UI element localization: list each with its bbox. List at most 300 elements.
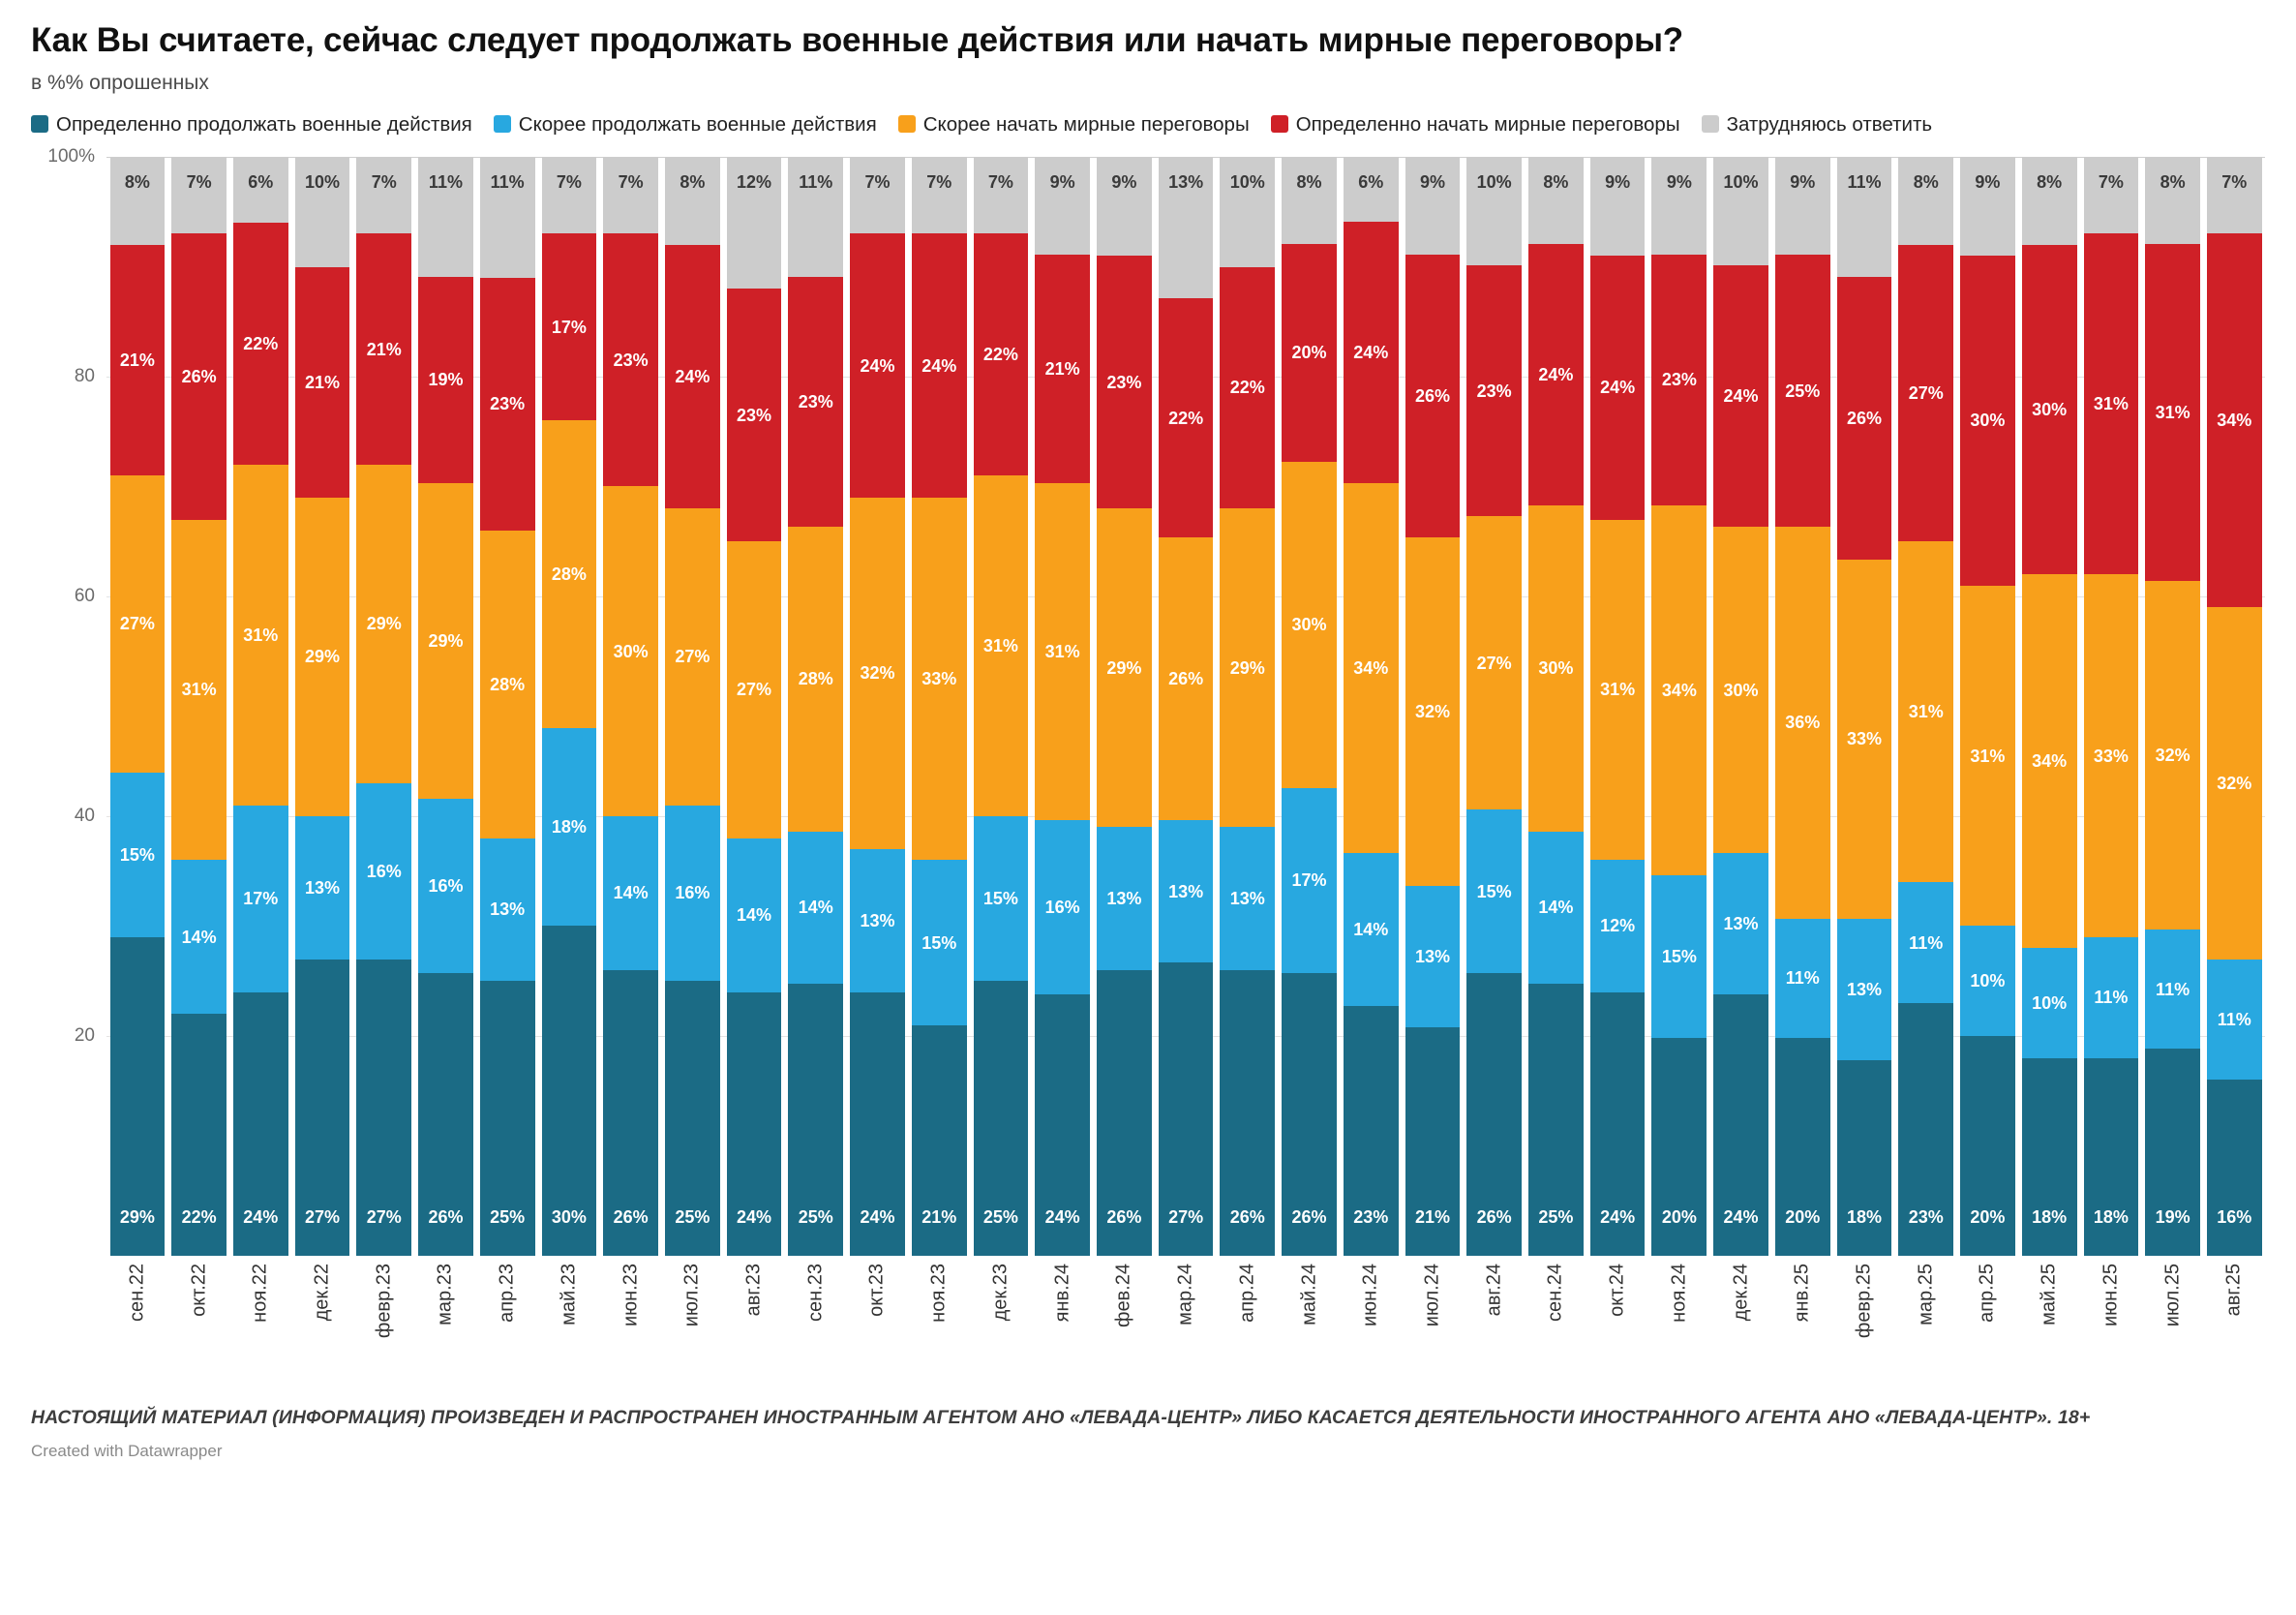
- bar-value-label: 7%: [2098, 172, 2124, 192]
- bar-segment[interactable]: [356, 465, 411, 783]
- bar-column[interactable]: [2145, 157, 2200, 1256]
- bar-segment[interactable]: [1837, 919, 1892, 1060]
- bar-segment[interactable]: [1775, 527, 1830, 919]
- bar-segment[interactable]: [1282, 157, 1337, 244]
- bar-column[interactable]: [2022, 157, 2077, 1256]
- bar-segment[interactable]: [418, 483, 473, 799]
- bar-segment[interactable]: [2022, 245, 2077, 575]
- bar-segment[interactable]: [2084, 574, 2139, 937]
- bar-segment[interactable]: [1837, 560, 1892, 919]
- bar-value-label: 18%: [2032, 1206, 2068, 1227]
- bar-segment[interactable]: [727, 289, 782, 541]
- bar-segment[interactable]: [1035, 157, 1090, 255]
- bar-segment[interactable]: [233, 992, 288, 1256]
- bar-segment[interactable]: [665, 245, 720, 508]
- bar-segment[interactable]: [850, 157, 905, 233]
- x-axis-tick-label: дек.24: [1730, 1263, 1752, 1322]
- bar-segment[interactable]: [1405, 255, 1461, 537]
- bar-segment[interactable]: [1528, 832, 1584, 984]
- bar-segment[interactable]: [2207, 607, 2262, 959]
- bar-column[interactable]: [974, 157, 1029, 1256]
- bar-segment[interactable]: [1035, 255, 1090, 483]
- x-axis-tick-label: мар.24: [1174, 1263, 1196, 1326]
- bar-value-label: 26%: [428, 1206, 464, 1227]
- bar-segment[interactable]: [1713, 994, 1768, 1256]
- bar-segment[interactable]: [665, 981, 720, 1256]
- bar-segment[interactable]: [1466, 265, 1522, 515]
- bar-segment[interactable]: [850, 233, 905, 497]
- bar-segment[interactable]: [418, 799, 473, 973]
- bar-value-label: 31%: [2155, 403, 2190, 423]
- bar-column[interactable]: [1651, 157, 1707, 1256]
- bar-value-label: 24%: [1723, 386, 1759, 407]
- bar-segment[interactable]: [295, 816, 350, 960]
- bar-value-label: 24%: [1353, 343, 1389, 363]
- bar-segment[interactable]: [1713, 527, 1768, 853]
- bar-segment[interactable]: [480, 981, 535, 1256]
- bar-column[interactable]: [480, 157, 535, 1256]
- bar-value-label: 33%: [921, 669, 957, 689]
- bar-segment[interactable]: [295, 267, 350, 498]
- bar-segment[interactable]: [1528, 505, 1584, 832]
- bar-segment[interactable]: [1590, 520, 1646, 861]
- bar-segment[interactable]: [356, 157, 411, 233]
- bar-segment[interactable]: [295, 960, 350, 1256]
- bar-segment[interactable]: [2145, 929, 2200, 1050]
- bar-segment[interactable]: [1528, 984, 1584, 1256]
- bar-segment[interactable]: [665, 806, 720, 982]
- bar-segment[interactable]: [295, 157, 350, 267]
- bar-segment[interactable]: [480, 157, 535, 278]
- bar-value-label: 13%: [1846, 979, 1882, 999]
- bar-value-label: 20%: [1970, 1206, 2006, 1227]
- bar-segment[interactable]: [788, 277, 843, 527]
- bar-column[interactable]: [542, 157, 597, 1256]
- bar-segment[interactable]: [1960, 586, 2015, 927]
- bar-segment[interactable]: [1097, 508, 1152, 827]
- bar-segment[interactable]: [1960, 1036, 2015, 1256]
- bar-segment[interactable]: [2022, 574, 2077, 948]
- bar-segment[interactable]: [1344, 853, 1399, 1005]
- bar-column[interactable]: [1837, 157, 1892, 1256]
- bar-segment[interactable]: [850, 498, 905, 849]
- bar-segment[interactable]: [356, 233, 411, 464]
- bar-value-label: 21%: [1414, 1206, 1450, 1227]
- bar-segment[interactable]: [912, 157, 967, 233]
- bar-segment[interactable]: [356, 783, 411, 960]
- bar-column[interactable]: [603, 157, 658, 1256]
- bar-segment[interactable]: [2084, 233, 2139, 574]
- bar-segment[interactable]: [110, 245, 166, 475]
- x-axis-tick: [1097, 1256, 1152, 1401]
- bar-segment[interactable]: [603, 233, 658, 486]
- bar-value-label: 7%: [2221, 172, 2248, 193]
- bar-segment[interactable]: [603, 486, 658, 816]
- bar-column[interactable]: [1960, 157, 2015, 1256]
- bar-segment[interactable]: [1282, 462, 1337, 788]
- bar-column[interactable]: [110, 157, 166, 1256]
- bar-segment[interactable]: [1651, 1038, 1707, 1256]
- bar-value-label: 13%: [1414, 946, 1450, 966]
- bar-segment[interactable]: [2145, 244, 2200, 581]
- bar-value-label: 6%: [1358, 171, 1384, 192]
- bar-segment[interactable]: [1159, 820, 1214, 961]
- bar-value-label: 11%: [2217, 1009, 2251, 1029]
- bar-segment[interactable]: [1282, 788, 1337, 973]
- bar-segment[interactable]: [542, 728, 597, 926]
- bar-value-label: 31%: [1600, 680, 1636, 700]
- bar-segment[interactable]: [1898, 541, 1953, 882]
- bar-value-label: 23%: [1353, 1206, 1389, 1227]
- bar-column[interactable]: [418, 157, 473, 1256]
- bar-value-label: 13%: [1723, 914, 1759, 934]
- legend-label: Затрудняюсь ответить: [1726, 113, 1933, 137]
- bar-segment[interactable]: [1960, 926, 2015, 1036]
- x-axis-tick: [727, 1256, 782, 1401]
- chart-legend: [31, 110, 2265, 139]
- x-axis-tick-label: июн.23: [619, 1263, 642, 1326]
- bar-segment[interactable]: [1898, 245, 1953, 541]
- x-axis-tick-label: авг.25: [2222, 1263, 2245, 1317]
- bar-column[interactable]: [233, 157, 288, 1256]
- bar-value-label: 22%: [181, 1206, 217, 1227]
- bar-segment[interactable]: [2084, 1058, 2139, 1256]
- bar-segment[interactable]: [1097, 256, 1152, 508]
- bar-value-label: 19%: [2155, 1206, 2190, 1227]
- bar-segment[interactable]: [542, 157, 597, 233]
- bar-value-label: 9%: [1049, 171, 1075, 192]
- bar-segment[interactable]: [542, 420, 597, 728]
- bar-value-label: 26%: [1168, 669, 1204, 689]
- x-axis-tick: [1837, 1256, 1892, 1401]
- bar-segment[interactable]: [480, 838, 535, 982]
- bar-segment[interactable]: [788, 832, 843, 984]
- bar-segment[interactable]: [1159, 298, 1214, 537]
- bar-segment[interactable]: [110, 475, 166, 772]
- bar-segment[interactable]: [1220, 157, 1275, 267]
- bar-column[interactable]: [1035, 157, 1090, 1256]
- x-axis-tick: [1282, 1256, 1337, 1401]
- bar-segment[interactable]: [974, 475, 1029, 816]
- bar-segment[interactable]: [603, 970, 658, 1256]
- bar-segment[interactable]: [2207, 1080, 2262, 1256]
- bar-segment[interactable]: [1713, 265, 1768, 527]
- bar-segment[interactable]: [788, 984, 843, 1256]
- x-axis-tick: [2207, 1256, 2262, 1401]
- bar-segment[interactable]: [912, 860, 967, 1024]
- bar-segment[interactable]: [1405, 886, 1461, 1027]
- bar-value-label: 24%: [1600, 1206, 1636, 1227]
- bar-segment[interactable]: [1344, 483, 1399, 853]
- bar-column[interactable]: [1590, 157, 1646, 1256]
- bar-segment[interactable]: [788, 157, 843, 277]
- bar-segment[interactable]: [2022, 1058, 2077, 1256]
- bar-segment[interactable]: [1220, 508, 1275, 827]
- bar-segment[interactable]: [2084, 937, 2139, 1058]
- bar-value-label: 27%: [1908, 383, 1944, 404]
- bar-segment[interactable]: [2145, 581, 2200, 929]
- bar-value-label: 34%: [1353, 658, 1389, 679]
- bar-column[interactable]: [1898, 157, 1953, 1256]
- bar-segment[interactable]: [171, 860, 227, 1014]
- bar-column[interactable]: [850, 157, 905, 1256]
- bar-segment[interactable]: [1159, 962, 1214, 1256]
- bar-segment[interactable]: [233, 157, 288, 223]
- bar-segment[interactable]: [1898, 882, 1953, 1003]
- bar-value-label: 9%: [1790, 171, 1816, 192]
- bar-column[interactable]: [788, 157, 843, 1256]
- bar-value-label: 29%: [366, 614, 402, 634]
- bar-segment[interactable]: [171, 520, 227, 861]
- bar-segment[interactable]: [2022, 948, 2077, 1058]
- bar-column[interactable]: [2084, 157, 2139, 1256]
- bar-segment[interactable]: [1344, 222, 1399, 483]
- bar-segment[interactable]: [1651, 157, 1707, 255]
- bar-segment[interactable]: [1466, 157, 1522, 265]
- bar-segment[interactable]: [2084, 157, 2139, 233]
- bar-segment[interactable]: [1344, 157, 1399, 222]
- x-axis-tick: [542, 1256, 597, 1401]
- bar-segment[interactable]: [1466, 516, 1522, 809]
- bar-segment[interactable]: [1097, 827, 1152, 970]
- bar-segment[interactable]: [1405, 1027, 1461, 1256]
- bar-value-label: 21%: [921, 1206, 957, 1227]
- bar-value-label: 17%: [243, 889, 279, 909]
- bar-column[interactable]: [295, 157, 350, 1256]
- bar-value-label: 20%: [1785, 1206, 1821, 1227]
- bar-value-label: 16%: [366, 861, 402, 881]
- bar-column[interactable]: [1220, 157, 1275, 1256]
- bar-value-label: 23%: [1661, 370, 1697, 390]
- bar-column[interactable]: [912, 157, 967, 1256]
- x-axis-tick-label: янв.24: [1051, 1263, 1073, 1323]
- x-axis-tick: [665, 1256, 720, 1401]
- bar-segment[interactable]: [727, 992, 782, 1256]
- bar-segment[interactable]: [110, 773, 166, 937]
- bar-segment[interactable]: [110, 157, 166, 245]
- bar-value-label: 13%: [490, 899, 526, 920]
- bar-segment[interactable]: [1651, 875, 1707, 1039]
- bar-segment[interactable]: [1220, 827, 1275, 970]
- bar-column[interactable]: [1775, 157, 1830, 1256]
- legend-label: Скорее начать мирные переговоры: [922, 113, 1250, 137]
- legend-swatch-icon: [898, 115, 916, 133]
- bar-segment[interactable]: [480, 531, 535, 838]
- bar-value-label: 24%: [1600, 378, 1636, 398]
- legend-item[interactable]: [31, 113, 472, 136]
- bar-column[interactable]: [1282, 157, 1337, 1256]
- bar-segment[interactable]: [727, 838, 782, 992]
- bar-value-label: 30%: [1723, 680, 1759, 700]
- bar-segment[interactable]: [356, 960, 411, 1256]
- bar-value-label: 15%: [982, 889, 1018, 909]
- bar-segment[interactable]: [1837, 157, 1892, 277]
- bar-segment[interactable]: [1035, 820, 1090, 994]
- bar-column[interactable]: [665, 157, 720, 1256]
- bar-segment[interactable]: [850, 992, 905, 1256]
- bar-segment[interactable]: [171, 1014, 227, 1256]
- bar-segment[interactable]: [418, 277, 473, 484]
- bar-segment[interactable]: [603, 157, 658, 233]
- legend-item[interactable]: [1702, 113, 1932, 136]
- x-axis-tick: [1590, 1256, 1646, 1401]
- bar-segment[interactable]: [233, 465, 288, 806]
- bar-segment[interactable]: [665, 508, 720, 805]
- bar-segment[interactable]: [2145, 1049, 2200, 1256]
- bar-segment[interactable]: [1344, 1006, 1399, 1256]
- bar-segment[interactable]: [1528, 244, 1584, 505]
- bar-value-label: 27%: [305, 1206, 341, 1227]
- bar-value-label: 11%: [1909, 932, 1944, 953]
- bar-value-label: 8%: [2037, 171, 2063, 192]
- bar-value-label: 13%: [860, 910, 895, 930]
- bar-segment[interactable]: [1405, 537, 1461, 886]
- bar-value-label: 25%: [675, 1206, 710, 1227]
- bar-segment[interactable]: [1898, 1003, 1953, 1256]
- bar-column[interactable]: [1466, 157, 1522, 1256]
- legend-item[interactable]: [898, 113, 1250, 136]
- bar-value-label: 22%: [1229, 378, 1265, 398]
- bar-segment[interactable]: [1898, 157, 1953, 245]
- bar-segment[interactable]: [1282, 244, 1337, 462]
- bar-column[interactable]: [1159, 157, 1214, 1256]
- bar-column[interactable]: [1713, 157, 1768, 1256]
- bar-segment[interactable]: [1035, 994, 1090, 1256]
- bar-segment[interactable]: [974, 816, 1029, 981]
- bar-segment[interactable]: [727, 541, 782, 838]
- bar-segment[interactable]: [912, 1025, 967, 1256]
- bar-segment[interactable]: [295, 498, 350, 816]
- bar-value-label: 25%: [1538, 1206, 1574, 1227]
- bar-value-label: 27%: [737, 680, 772, 700]
- bar-segment[interactable]: [1159, 157, 1214, 298]
- bar-segment[interactable]: [1775, 255, 1830, 527]
- bar-value-label: 8%: [1543, 171, 1569, 192]
- x-axis-tick: [603, 1256, 658, 1401]
- bar-value-label: 26%: [1229, 1206, 1265, 1227]
- bar-value-label: 8%: [680, 172, 706, 192]
- x-axis-tick: [1466, 1256, 1522, 1401]
- bar-segment[interactable]: [1775, 157, 1830, 255]
- bar-segment[interactable]: [603, 816, 658, 970]
- bar-segment[interactable]: [233, 806, 288, 992]
- bar-segment[interactable]: [1590, 992, 1646, 1256]
- bar-value-label: 14%: [737, 905, 772, 926]
- credit-text: Created with Datawrapper: [31, 1442, 223, 1461]
- bar-value-label: 23%: [798, 391, 833, 411]
- legend-item[interactable]: [1271, 113, 1680, 136]
- bar-segment[interactable]: [1159, 537, 1214, 820]
- bar-segment[interactable]: [1035, 483, 1090, 820]
- bar-segment[interactable]: [974, 233, 1029, 475]
- bar-segment[interactable]: [2145, 157, 2200, 244]
- bar-value-label: 7%: [186, 172, 212, 193]
- bar-segment[interactable]: [974, 157, 1029, 233]
- bar-column[interactable]: [2207, 157, 2262, 1256]
- bar-segment[interactable]: [1713, 157, 1768, 265]
- bar-segment[interactable]: [1590, 860, 1646, 991]
- bar-segment[interactable]: [1528, 157, 1584, 244]
- x-axis-tick: [1651, 1256, 1707, 1401]
- bar-segment[interactable]: [110, 937, 166, 1256]
- bar-segment[interactable]: [665, 157, 720, 245]
- bar-segment[interactable]: [2022, 157, 2077, 245]
- bar-segment[interactable]: [1775, 1038, 1830, 1256]
- bar-value-label: 16%: [1044, 898, 1080, 918]
- bar-segment[interactable]: [1651, 505, 1707, 875]
- bar-segment[interactable]: [1220, 970, 1275, 1256]
- bar-segment[interactable]: [1590, 256, 1646, 519]
- bar-segment[interactable]: [1097, 157, 1152, 256]
- bar-segment[interactable]: [727, 157, 782, 289]
- bar-value-label: 11%: [799, 171, 833, 192]
- bar-column[interactable]: [171, 157, 227, 1256]
- bar-segment[interactable]: [171, 233, 227, 519]
- bar-segment[interactable]: [171, 157, 227, 233]
- bar-segment[interactable]: [2207, 960, 2262, 1081]
- bar-segment[interactable]: [1282, 973, 1337, 1256]
- bar-segment[interactable]: [1713, 853, 1768, 994]
- bar-segment[interactable]: [1775, 919, 1830, 1039]
- bar-segment[interactable]: [418, 157, 473, 277]
- x-axis-tick: [974, 1256, 1029, 1401]
- bar-segment[interactable]: [1837, 1060, 1892, 1256]
- bar-segment[interactable]: [1837, 277, 1892, 560]
- bar-value-label: 15%: [1661, 946, 1697, 966]
- bar-value-label: 31%: [2093, 394, 2129, 414]
- legend-item[interactable]: [494, 113, 877, 136]
- bar-value-label: 12%: [1600, 916, 1636, 936]
- bar-column[interactable]: [1528, 157, 1584, 1256]
- bar-segment[interactable]: [1405, 157, 1461, 255]
- bar-value-label: 34%: [2032, 751, 2068, 772]
- bar-value-label: 32%: [2155, 746, 2190, 766]
- bar-segment[interactable]: [480, 278, 535, 531]
- bar-segment[interactable]: [2207, 233, 2262, 607]
- x-axis-tick-label: сен.22: [126, 1263, 148, 1322]
- bar-column[interactable]: [727, 157, 782, 1256]
- bar-value-label: 10%: [1970, 971, 2006, 991]
- bar-segment[interactable]: [1220, 267, 1275, 509]
- bar-value-label: 18%: [1846, 1206, 1882, 1227]
- bar-column[interactable]: [1097, 157, 1152, 1256]
- bar-segment[interactable]: [974, 981, 1029, 1256]
- bar-segment[interactable]: [912, 233, 967, 497]
- bar-segment[interactable]: [1097, 970, 1152, 1256]
- bar-column[interactable]: [1344, 157, 1399, 1256]
- bar-segment[interactable]: [2207, 157, 2262, 233]
- bar-column[interactable]: [356, 157, 411, 1256]
- bar-segment[interactable]: [850, 849, 905, 992]
- bar-segment[interactable]: [542, 926, 597, 1256]
- bar-segment[interactable]: [233, 223, 288, 465]
- bar-segment[interactable]: [1466, 809, 1522, 973]
- bar-value-label: 8%: [2160, 171, 2186, 192]
- bar-segment[interactable]: [542, 233, 597, 420]
- bar-value-label: 31%: [1970, 746, 2006, 766]
- bar-segment[interactable]: [1590, 157, 1646, 256]
- bar-segment[interactable]: [1466, 973, 1522, 1256]
- bar-segment[interactable]: [1960, 157, 2015, 256]
- x-axis-tick-label: окт.24: [1606, 1263, 1628, 1317]
- bar-segment[interactable]: [418, 973, 473, 1256]
- bar-segment[interactable]: [788, 527, 843, 832]
- bar-segment[interactable]: [1651, 255, 1707, 504]
- bar-segment[interactable]: [912, 498, 967, 861]
- bar-column[interactable]: [1405, 157, 1461, 1256]
- bar-value-label: 8%: [1296, 171, 1322, 192]
- bar-segment[interactable]: [1960, 256, 2015, 586]
